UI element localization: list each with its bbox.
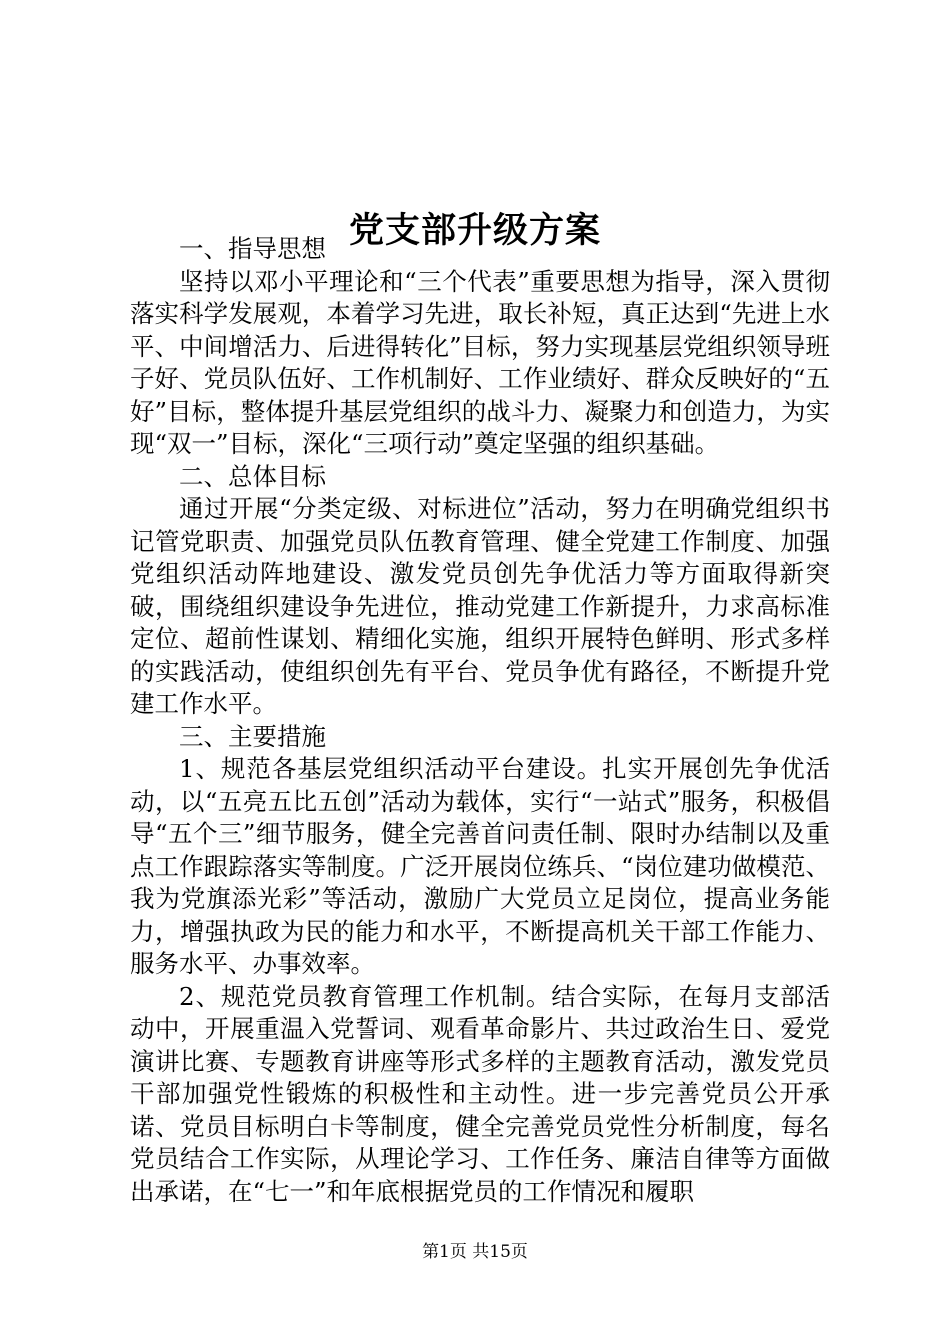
paragraph-measure-1: 1、规范各基层党组织活动平台建设。扎实开展创先争优活动，以“五亮五比五创”活动为载体，实行“一站式”服务，积极倡导“五个三”细节服务，健全完善首问责任制、限时办结制以及重点工作跟踪落实等制度。广泛开展岗位练兵、“岗位建功做模范、我为党旗添光彩”等活动，激励广大党员立足岗位，提高业务能力，增强执政为民的能力和水平，不断提高机关干部工作能力、服务水平、办事效率。 bbox=[130, 754, 830, 978]
paragraph-overall-goal: 通过开展“分类定级、对标进位”活动，努力在明确党组织书记管党职责、加强党员队伍教育管理、健全党建工作制度、加强党组织活动阵地建设、激发党员创先争优活力等方面取得新突破，围绕组织建设争先进位，推动党建工作新提升，力求高标准定位、超前性谋划、精细化实施，组织开展特色鲜明、形式多样的实践活动，使组织创先有平台、党员争优有路径，不断提升党建工作水平。 bbox=[130, 494, 830, 718]
page-number-footer: 第1页 共15页 bbox=[422, 1242, 528, 1262]
section-heading-main-measures: 三、主要措施 bbox=[179, 721, 326, 751]
document-title: 党支部升级方案 bbox=[348, 210, 601, 252]
section-heading-overall-goal: 二、总体目标 bbox=[179, 461, 326, 491]
document-body bbox=[130, 233, 830, 1208]
paragraph-guiding-ideology: 坚持以邓小平理论和“三个代表”重要思想为指导，深入贯彻落实科学发展观，本着学习先进，取长补短，真正达到“先进上水平、中间增活力、后进得转化”目标，努力实现基层党组织领导班子好、党员队伍好、工作机制好、工作业绩好、群众反映好的“五好”目标，整体提升基层党组织的战斗力、凝聚力和创造力，为实现“双一”目标，深化“三项行动”奠定坚强的组织基础。 bbox=[130, 266, 830, 458]
section-heading-guiding-ideology: 一、指导思想 bbox=[179, 234, 326, 263]
paragraph-measure-2: 2、规范党员教育管理工作机制。结合实际，在每月支部活动中，开展重温入党誓词、观看革命影片、共过政治生日、爱党演讲比赛、专题教育讲座等形式多样的主题教育活动，激发党员干部加强党性锻炼的积极性和主动性。进一步完善党员公开承诺、党员目标明白卡等制度，健全完善党员党性分析制度，每名党员结合工作实际，从理论学习、工作任务、廉洁自律等方面做出承诺，在“七一”和年底根据党员的工作情况和履职 bbox=[130, 981, 830, 1206]
